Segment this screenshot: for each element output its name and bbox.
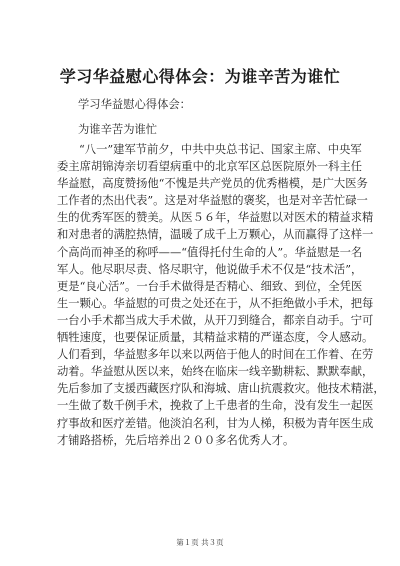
body-line: 一台小手术都当成大手术做，从开刀到缝合，都亲自动手。宁可 bbox=[57, 313, 374, 327]
page-title: 学习华益慰心得体会：为谁辛苦为谁忙 bbox=[59, 67, 341, 86]
body-line: 动着。华益慰从医以来，始终在临床一线辛勤耕耘、默默奉献， bbox=[57, 365, 374, 379]
subtitle-line-1: 学习华益慰心得体会： bbox=[78, 98, 191, 111]
page-number: 第１页 共３页 bbox=[176, 538, 224, 547]
body-line: 牺牲速度，也要保证质量，其精益求精的严谨态度，令人感动。 bbox=[57, 331, 374, 345]
body-line: 先后参加了支援西藏医疗队和海城、唐山抗震救灾。他技术精湛， bbox=[57, 382, 385, 396]
body-line: “八一”建军节前夕，中共中央总书记、国家主席、中央军 bbox=[79, 143, 362, 156]
body-line: 才铺路搭桥，先后培养出２００多名优秀人才。 bbox=[57, 433, 295, 447]
body-line: 华益慰，高度赞扬他“不愧是共产党员的优秀楷模，是广大医务 bbox=[57, 177, 368, 191]
body-line: 生一颗心。华益慰的可贵之处还在于，从不拒绝做小手术，把每 bbox=[57, 296, 374, 310]
body-line: 人们看到，华益慰多年以来以两倍于他人的时间在工作着、在劳 bbox=[57, 348, 374, 362]
body-line: 委主席胡锦涛亲切看望病重中的北京军区总医院原外一科主任 bbox=[57, 160, 363, 174]
body-line: 个高尚而神圣的称呼——“值得托付生命的人”。华益慰是一名 bbox=[57, 245, 363, 259]
subtitle-line-2: 为谁辛苦为谁忙 bbox=[78, 123, 158, 136]
body-line: 疗事故和医疗差错。他淡泊名利，甘为人梯，积极为青年医生成 bbox=[57, 416, 374, 430]
body-line: 工作者的杰出代表”。这是对华益慰的褒奖，也是对辛苦忙碌一 bbox=[57, 194, 368, 208]
body-line: 军人。他尽职尽责、恪尽职守，他说做手术不仅是“技术活”， bbox=[57, 262, 363, 276]
body-line: 生的优秀军医的赞美。从医５６年，华益慰以对医术的精益求精 bbox=[57, 211, 374, 225]
body-line: 和对患者的满腔热情，温暖了成千上万颗心，从而赢得了这样一 bbox=[57, 228, 374, 242]
body-line: 更是“良心活”。一台手术做得是否精心、细致、到位，全凭医 bbox=[57, 279, 363, 293]
body-text bbox=[57, 141, 385, 449]
body-line: 一生做了数千例手术，挽救了上千患者的生命，没有发生一起医 bbox=[57, 399, 374, 413]
